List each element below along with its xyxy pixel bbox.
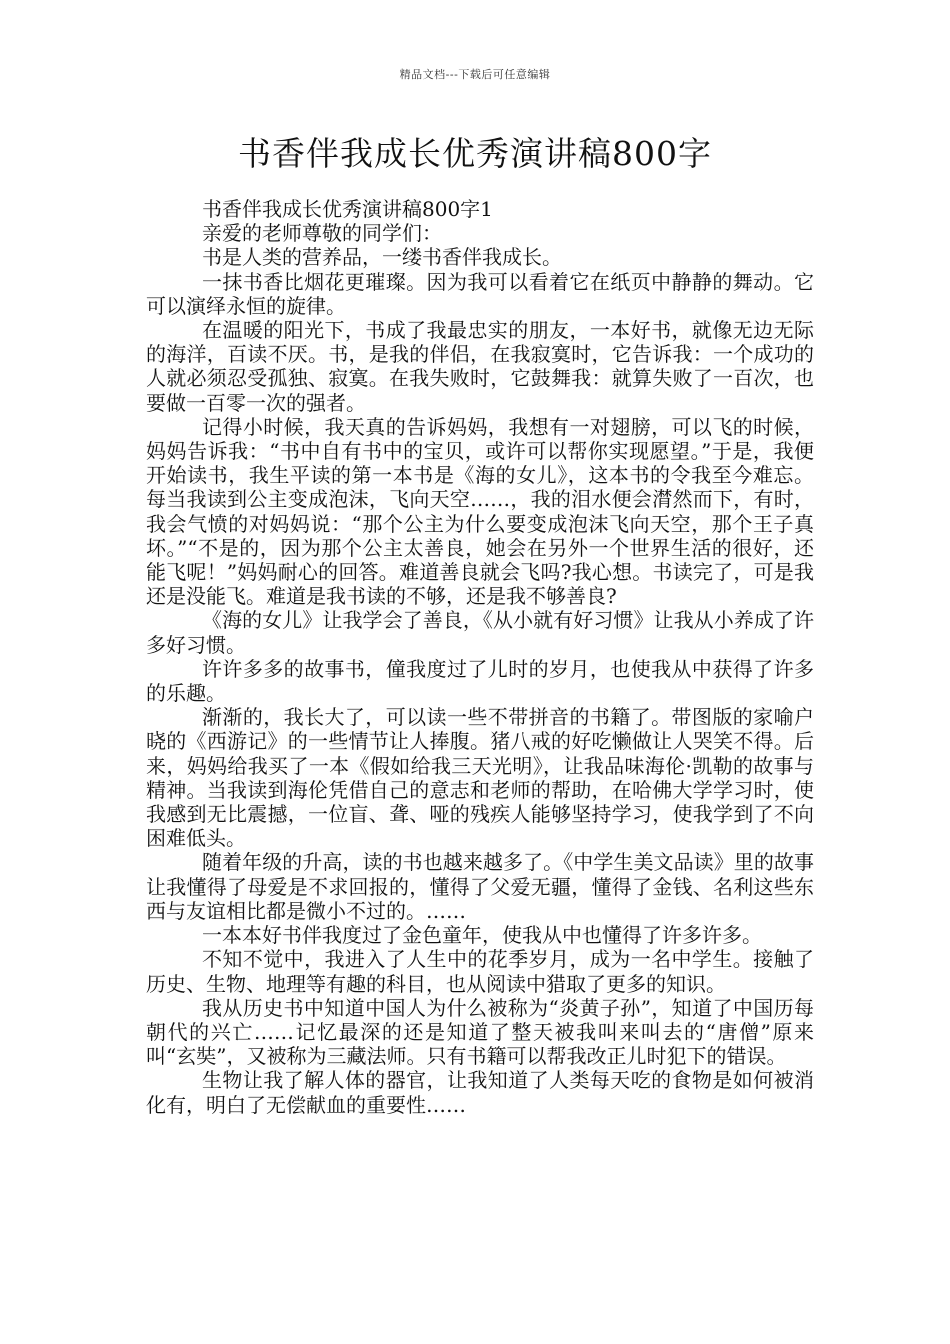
paragraph: 不知不觉中，我进入了人生中的花季岁月，成为一名中学生。接触了历史、生物、地理等有趣的科目，也从阅读中猎取了更多的知识。 <box>146 947 814 996</box>
header-note: 精品文档---下载后可任意编辑 <box>399 68 551 81</box>
paragraph: 记得小时候，我天真的告诉妈妈，我想有一对翅膀，可以飞的时候，妈妈告诉我：“书中自有书中的宝贝，或许可以帮你实现愿望。”于是，我便开始读书，我生平读的第一本书是《海的女儿》，这本书的令我至今难忘。每当我读到公主变成泡沫，飞向天空……，我的泪水便会潸然而下，有时，我会气愤的对妈妈说：“那个公主为什么要变成泡沫飞向天空，那个王子真坏。”“不是的，因为那个公主太善良，她会在另外一个世界生活的很好，还能飞呢！”妈妈耐心的回答。难道善良就会飞吗?我心想。书读完了，可是我还是没能飞。难道是我书读的不够，还是我不够善良? <box>146 414 814 609</box>
paragraph: 在温暖的阳光下，书成了我最忠实的朋友，一本好书，就像无边无际的海洋，百读不厌。书，是我的伴侣，在我寂寞时，它告诉我：一个成功的人就必须忍受孤独、寂寞。在我失败时，它鼓舞我：就算失败了一百次，也要做一百零一次的强者。 <box>146 318 814 415</box>
paragraph: 随着年级的升高，读的书也越来越多了。《中学生美文品读》里的故事让我懂得了母爱是不求回报的，懂得了父爱无疆，懂得了金钱、名利这些东西与友谊相比都是微小不过的。…… <box>146 850 814 923</box>
paragraph: 《海的女儿》让我学会了善良，《从小就有好习惯》让我从小养成了许多好习惯。 <box>146 608 814 657</box>
paragraph: 一抹书香比烟花更璀璨。因为我可以看着它在纸页中静静的舞动。它可以演绎永恒的旋律。 <box>146 269 814 318</box>
paragraph: 我从历史书中知道中国人为什么被称为“炎黄子孙”，知道了中国历每朝代的兴亡……记忆最深的还是知道了整天被我叫来叫去的“唐僧”原来叫“玄奘”，又被称为三藏法师。只有书籍可以帮我改正儿时犯下的错误。 <box>146 995 814 1069</box>
paragraph-subtitle: 书香伴我成长优秀演讲稿800字1 <box>202 197 493 221</box>
paragraph: 生物让我了解人体的器官，让我知道了人类每天吃的食物是如何被消化有，明白了无偿献血的重要性…… <box>146 1068 814 1117</box>
paragraph: 书是人类的营养品，一缕书香伴我成长。 <box>202 245 562 270</box>
paragraph-greeting: 亲爱的老师尊敬的同学们： <box>202 221 442 246</box>
paragraph: 渐渐的，我长大了，可以读一些不带拼音的书籍了。带图版的家喻户晓的《西游记》的一些情节让人捧腹。猪八戒的好吃懒做让人哭笑不得。后来，妈妈给我买了一本《假如给我三天光明》，让我品味海伦·凯勒的故事与精神。当我读到海伦凭借自己的意志和老师的帮助，在哈佛大学学习时，使我感到无比震撼，一位盲、聋、哑的残疾人能够坚持学习，使我学到了不向困难低头。 <box>146 705 814 851</box>
document-body <box>146 197 814 1117</box>
paragraph: 一本本好书伴我度过了金色童年，使我从中也懂得了许多许多。 <box>202 923 762 948</box>
paragraph: 许许多多的故事书，僮我度过了儿时的岁月，也使我从中获得了许多的乐趣。 <box>146 656 814 706</box>
document-title: 书香伴我成长优秀演讲稿800字 <box>238 134 712 173</box>
